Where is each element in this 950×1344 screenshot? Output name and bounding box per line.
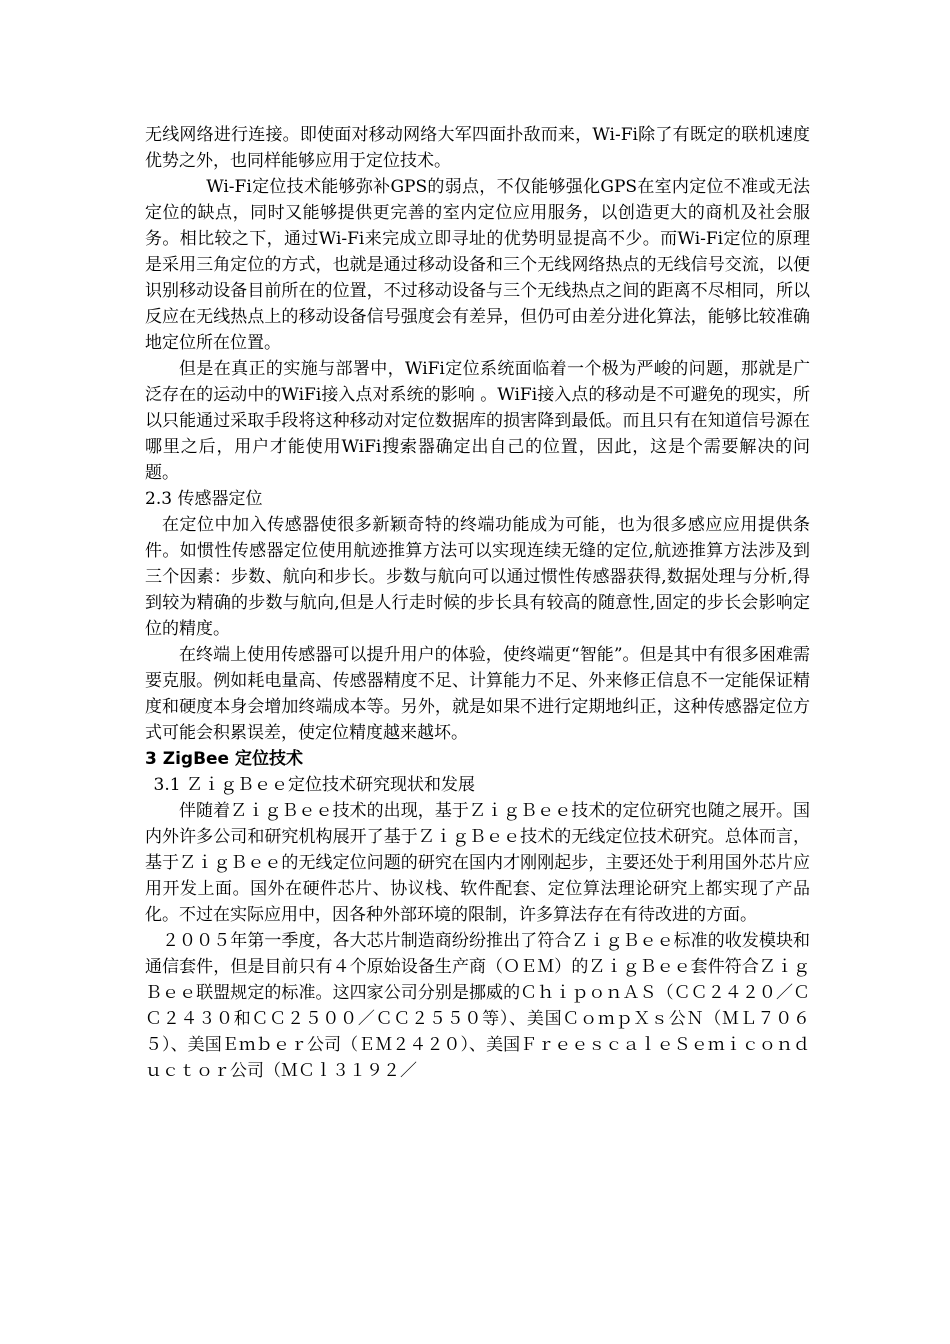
paragraph-sensor-terminal: 在终端上使用传感器可以提升用户的体验，使终端更“智能”。但是其中有很多困难需要克服。例如耗电量高、传感器精度不足、计算能力不足、外来修正信息不一定能保证精度和硬度本身会增加终端成本等。另外，就是如果不进行定期地纠正，这种传感器定位方式可能会积累误差，使定位精度越来越坏。 — [145, 645, 810, 743]
section-heading-3-1: 3.1 ＺｉｇＢｅｅ定位技术研究现状和发展 — [153, 775, 475, 795]
paragraph-zigbee-research: 伴随着ＺｉｇＢｅｅ技术的出现，基于ＺｉｇＢｅｅ技术的定位研究也随之展开。国内外许多公司和研究机构展开了基于ＺｉｇＢｅｅ技术的无线定位技术研究。总体而言，基于ＺｉｇＢｅｅ的无线定位问题的研究在国内才刚刚起步，主要还处于利用国外芯片应用开发上面。国外在硬件芯片、协议栈、软件配套、定位算法理论研究上都实现了产品化。不过在实际应用中，因各种外部环境的限制，许多算法存在有待改进的方面。 — [145, 801, 810, 925]
section-heading-2-3: 2.3 传感器定位 — [145, 489, 263, 509]
paragraph-wifi-intro: 无线网络进行连接。即使面对移动网络大军四面扑敌而来，Wi-Fi除了有既定的联机速度优势之外，也同样能够应用于定位技术。 — [145, 125, 810, 171]
paragraph-wifi-positioning: Wi-Fi定位技术能够弥补GPS的弱点，不仅能够强化GPS在室内定位不准或无法定位的缺点，同时又能够提供更完善的室内定位应用服务，以创造更大的商机及社会服务。相比较之下，通过Wi-Fi来完成立即寻址的优势明显提高不少。而Wi-Fi定位的原理是采用三角定位的方式，也就是通过移动设备和三个无线网络热点的无线信号交流，以便识别移动设备目前所在的位置，不过移动设备与三个无线热点之间的距离不尽相同，所以反应在无线热点上的移动设备信号强度会有差异，但仍可由差分进化算法，能够比较准确地定位所在位置。 — [145, 177, 810, 353]
section-heading-3: 3 ZigBee 定位技术 — [145, 749, 304, 769]
paragraph-zigbee-2005: ２００５年第一季度，各大芯片制造商纷纷推出了符合ＺｉｇＢｅｅ标准的收发模块和通信套件，但是目前只有４个原始设备生产商（ＯＥＭ）的ＺｉｇＢｅｅ套件符合ＺｉｇＢｅｅ联盟规定的标准。这四家公司分别是挪威的ＣｈｉｐｏｎＡＳ（ＣＣ２４２０／ＣＣ２４３０和ＣＣ２５００／ＣＣ２５５０等）、美国ＣｏｍｐＸｓ公Ｎ（ＭＬ７０６５）、美国Ｅｍｂｅｒ公司（ＥＭ２４２０）、美国ＦｒｅｅｓｃａｌｅＳｅｍｉｃｏｎｄｕｃｔｏｒ公司（ＭＣｌ３１９２／ — [145, 931, 810, 1081]
document-page — [145, 122, 810, 1084]
paragraph-wifi-problem: 但是在真正的实施与部署中，WiFi定位系统面临着一个极为严峻的问题，那就是广泛存在的运动中的WiFi接入点对系统的影响 。WiFi接入点的移动是不可避免的现实，所以只能通过采取手段将这种移动对定位数据库的损害降到最低。而且只有在知道信号源在哪里之后，用户才能使用WiFi搜索器确定出自己的位置，因此，这是个需要解决的问题。 — [145, 359, 810, 483]
paragraph-sensor-positioning: 在定位中加入传感器使很多新颖奇特的终端功能成为可能，也为很多感应应用提供条件。如惯性传感器定位使用航迹推算方法可以实现连续无缝的定位,航迹推算方法涉及到三个因素：步数、航向和步长。步数与航向可以通过惯性传感器获得,数据处理与分析,得到较为精确的步数与航向,但是人行走时候的步长具有较高的随意性,固定的步长会影响定位的精度。 — [145, 515, 810, 639]
